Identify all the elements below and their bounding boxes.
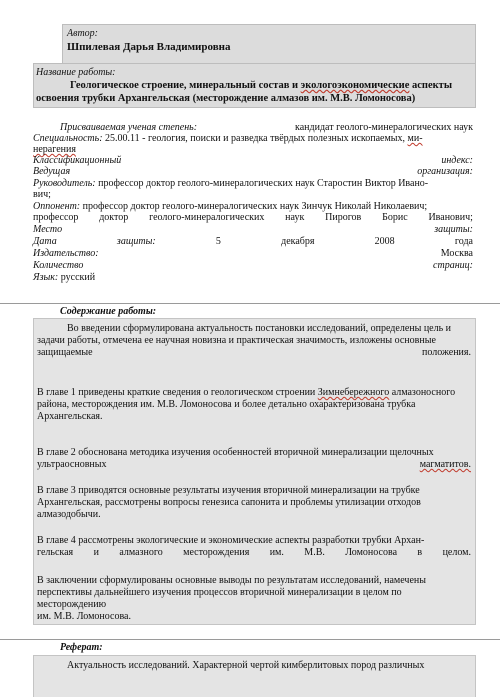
specialty-line: Специальность: 25.00.11 - геология, поиски и разведка твёрдых полезных ископаемых, ми- <box>33 133 423 144</box>
work-title-label: Название работы: <box>36 67 116 78</box>
language-line: Язык: русский <box>33 272 96 283</box>
defense-date-line: Дата защиты: 5 декабря 2008 года <box>33 236 473 247</box>
content-label: Содержание работы: <box>60 306 157 317</box>
paragraph: В главе 3 приводятся основные результаты изучения вторичной минерализации на трубке Архангельская, рассмотрены вопросы генезиса сапонита и проблемы утилизации отходов алмазодобычи. <box>37 485 421 520</box>
specialty-cont: нерагения <box>33 144 76 155</box>
abstract-section <box>33 655 476 697</box>
author-section <box>62 24 476 64</box>
classification-line: Классификационный индекс: <box>33 155 473 166</box>
supervisor-label: Руководитель: <box>33 178 96 189</box>
pages-line: Количество страниц: <box>33 260 473 271</box>
paragraph: В заключении сформулированы основные выводы по результатам исследований, намечены перспективы дальнейшего изучения процессов вторичной минерализации в целом по месторождению им. М.В. Ломоносова. <box>37 575 426 622</box>
work-title-section <box>33 63 476 108</box>
degree-value: кандидат геолого-минералогических наук <box>295 122 473 133</box>
content-section <box>33 318 476 625</box>
degree-label: Присваиваемая ученая степень: <box>60 122 198 133</box>
specialty-value: 25.00.11 - геология, поиски и разведка твёрдых полезных ископаемых, <box>105 133 406 144</box>
opponent-line-2: профессор доктор геолого-минералогических наук Пирогов Борис Иванович; <box>33 212 473 223</box>
abstract-label: Реферат: <box>60 642 103 653</box>
paragraph: Актуальность исследований. Характерной чертой кимберлитовых пород различных <box>67 660 425 671</box>
divider <box>0 303 500 304</box>
author-name: Шпилевая Дарья Владимировна <box>67 41 231 53</box>
paragraph: В главе 2 обоснована методика изучения особенностей вторичной минерализации щелочных ультраосновных магматитов. <box>37 447 471 470</box>
divider <box>0 639 500 640</box>
supervisor-cont: вич; <box>33 189 51 200</box>
paragraph: В главе 4 рассмотрены экологические и экономические аспекты разработки трубки Архан- гельская и алмазного месторождения им. М.В. Ломоносова в целом. <box>37 535 471 558</box>
opponent-value: профессор доктор геолого-минералогических наук Зинчук Николай Николаевич; <box>82 201 428 212</box>
paragraph: В главе 1 приведены краткие сведения о геологическом строении Зимнебережного алмазоносного района, месторождения им. М.В. Ломоносова и более детально охарактеризована трубка Архангельская. <box>37 387 456 422</box>
opponent-label: Оппонент: <box>33 201 81 212</box>
lead-org-line: Ведущая организация: <box>33 166 473 177</box>
publisher-line: Издательство: Москва <box>33 248 473 259</box>
paragraph: Во введении сформулирована актуальность постановки исследований, определены цель и задачи работы, отмечена ее научная новизна и практическая значимость, изложены основные защищаемые положения. <box>37 323 471 358</box>
author-label: Автор: <box>67 28 99 39</box>
supervisor-value: профессор доктор геолого-минералогических наук Старостин Виктор Ивано- <box>98 178 429 189</box>
work-title: Геологическое строение, минеральный состав и экологоэкономические аспекты освоения трубки Архангельская (месторождение алмазов им. М.В. Ломоносова) <box>36 80 453 104</box>
defense-place-line: Место защиты: <box>33 224 473 235</box>
specialty-label: Специальность: <box>33 133 103 144</box>
